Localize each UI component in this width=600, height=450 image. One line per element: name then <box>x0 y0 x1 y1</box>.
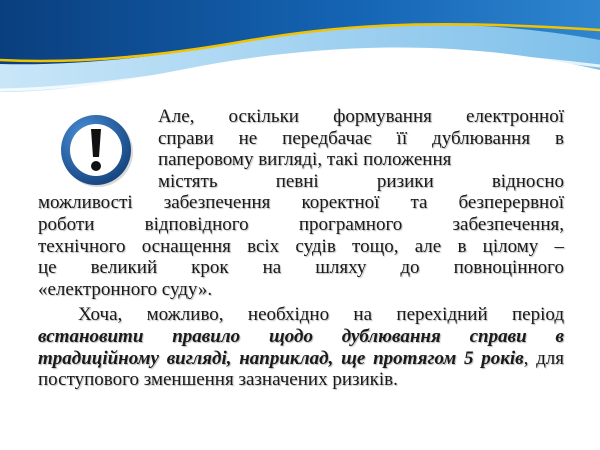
paragraph-line: це великий крок на шляху до повноцінного <box>38 257 564 279</box>
paragraph-line: паперовому вигляді, такі положення <box>158 149 452 171</box>
paragraph-line: можливості забезпечення коректної та безперервної <box>38 192 564 214</box>
header-wave-decoration <box>0 0 600 110</box>
paragraph-line: справи не передбачає її дублювання в <box>158 127 564 149</box>
paragraph-line: Але, оскільки формування електронної <box>158 106 564 127</box>
paragraph-line: «електронного суду». <box>38 278 213 300</box>
paragraph2-emphasis: встановити правило щодо дублювання справи в традиційному вигляді, наприклад, ще протягом 5 років <box>38 325 564 369</box>
paragraph2-intro: Хоча, можливо, необхідно на перехідний період <box>78 304 564 326</box>
paragraph-line: технічного оснащення всіх судів тощо, але в цілому – <box>38 235 564 257</box>
paragraph-line: містять певні ризики відносно <box>158 170 564 192</box>
paragraph-line: роботи відповідного програмного забезпечення, <box>38 213 564 235</box>
paragraph-duplication-recommendation <box>38 304 564 390</box>
paragraph-electronic-case <box>38 106 564 300</box>
paragraph2-outro: , для поступового зменшення зазначених ризиків. <box>38 347 564 391</box>
slide-text <box>38 106 564 391</box>
